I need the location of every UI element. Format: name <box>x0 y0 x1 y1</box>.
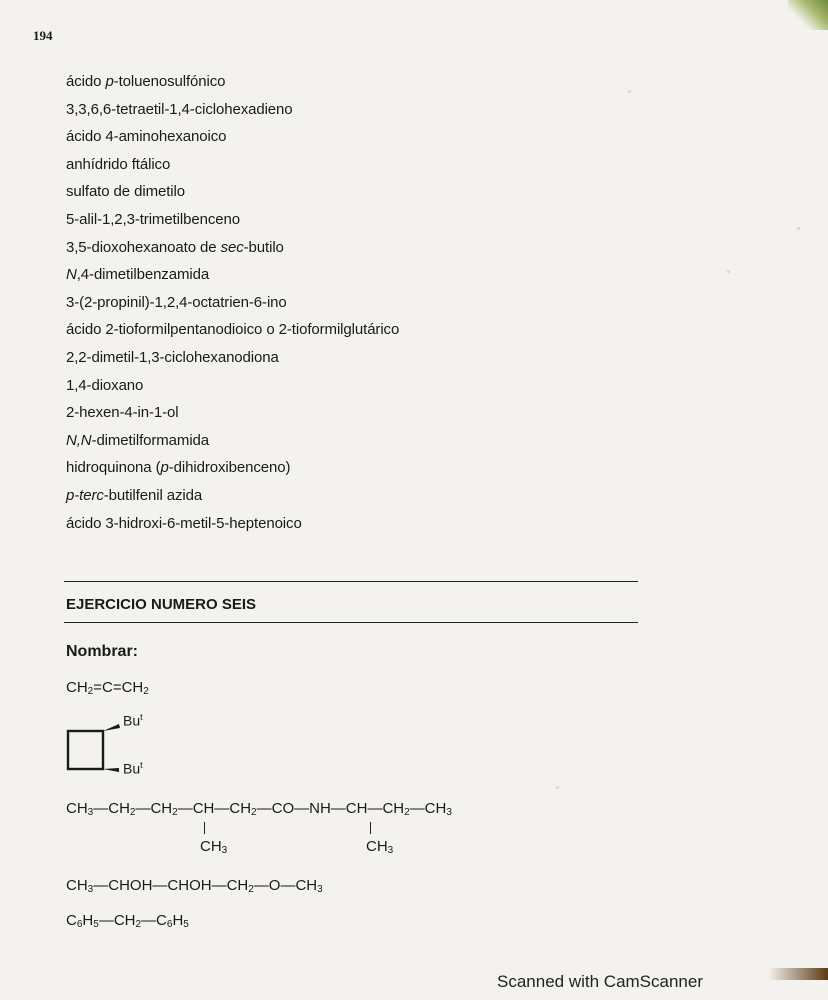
compound-name-item: 3-(2-propinil)-1,2,4-octatrien-6-ino <box>66 293 287 311</box>
compound-name-item: 2-hexen-4-in-1-ol <box>66 404 179 422</box>
compound-name-item: N,4-dimetilbenzamida <box>66 266 210 284</box>
compound-name-item: ácido 3-hidroxi-6-metil-5-heptenoico <box>66 514 302 532</box>
formula-diphenylmethane: $C_6H_5—CH_2—C_6H_5$ <box>66 912 189 930</box>
methyl-branch-2: $CH_3$ <box>366 838 394 856</box>
branch-bond-2 <box>370 822 371 834</box>
compound-names-list <box>66 72 399 541</box>
branch-bond-1 <box>204 822 205 834</box>
compound-name-item: 1,4-dioxano <box>66 376 144 394</box>
compound-name-item: hidroquinona (p-dihidroxibenceno) <box>66 459 291 477</box>
section-title: EJERCICIO NUMERO SEIS <box>66 596 257 613</box>
formula-branched-amide <box>66 800 566 860</box>
compound-name-item: 5-alil-1,2,3-trimetilbenceno <box>66 210 240 228</box>
substituent-bottom-label: Bu$^t$ <box>123 760 143 777</box>
compound-name-item: p-terc-butilfenil azida <box>66 486 203 504</box>
compound-name-item: ácido p-toluenosulfónico <box>66 73 226 90</box>
section-top-rule <box>64 581 638 582</box>
compound-name-item: sulfato de dimetilo <box>66 183 186 201</box>
compound-name-item: 2,2-dimetil-1,3-ciclohexanodiona <box>66 348 279 366</box>
compound-name-item: N,N-dimetilformamida <box>66 431 210 449</box>
substituent-top-label: Bu$^t$ <box>123 712 143 729</box>
exercise-instruction: Nombrar: <box>66 643 139 660</box>
methyl-branch-1: $CH_3$ <box>200 838 228 856</box>
formula-diol-ether: $CH_3—CHOH—CHOH—CH_2—O—CH_3$ <box>66 877 323 895</box>
amide-main-chain: $CH_3—CH_2—CH_2—CH—CH_2—CO—NH—CH—CH_2—CH_3$ <box>66 800 452 818</box>
formula-di-tert-butylcyclobutane <box>62 712 242 782</box>
cyclobutane-ring-drawing <box>62 712 132 782</box>
scan-speck <box>727 270 730 273</box>
page-corner-shadow <box>788 0 828 30</box>
compound-name-item: 3,3,6,6-tetraetil-1,4-ciclohexadieno <box>66 100 293 118</box>
scan-speck <box>556 786 559 789</box>
compound-name-item: 3,5-dioxohexanoato de sec-butilo <box>66 238 284 256</box>
scan-speck <box>628 90 631 93</box>
page-number: 194 <box>33 28 53 43</box>
compound-name-item: ácido 4-aminohexanoico <box>66 128 227 146</box>
compound-name-item: ácido 2-tioformilpentanodioico o 2-tioformilglutárico <box>66 321 400 339</box>
compound-name-item: anhídrido ftálico <box>66 155 171 173</box>
page-edge-shadow <box>768 968 828 980</box>
scan-speck <box>797 227 800 230</box>
scanner-watermark: Scanned with CamScanner <box>497 972 704 991</box>
section-bottom-rule <box>64 622 638 623</box>
formula-allene: $CH_2=C=CH_2$ <box>66 679 149 697</box>
